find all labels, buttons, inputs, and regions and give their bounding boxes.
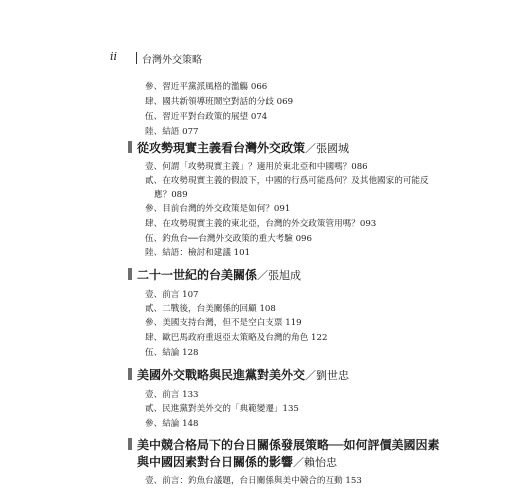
toc-entry-continuation[interactable]: 應？089 [154,190,188,200]
chapter-title: 與中國因素對台日關係的影響 [137,455,294,469]
chapter-author: ／賴怡忠 [293,456,338,469]
toc-entry[interactable]: 壹、前言 133 [145,390,199,400]
chapter-author: ／劉世忠 [305,369,350,382]
toc-entry[interactable]: 貳、在攻勢現實主義的假設下，中國的行爲可能爲何？及其他國家的可能反 [145,176,429,186]
book-title: 台灣外交策略 [142,55,202,66]
toc-entry[interactable]: 參、結論 148 [145,419,199,429]
toc-entry[interactable]: 陸、結語 077 [145,127,199,137]
page-number: ii [110,50,118,63]
heading-marker-bar [128,141,132,153]
heading-marker-bar [128,438,132,450]
toc-entry[interactable]: 肆、在攻勢現實主義的東北亞，台灣的外交政策管用嗎？093 [145,219,377,229]
toc-entry[interactable]: 陸、結語：檢討和建議 101 [145,248,251,258]
toc-entry[interactable]: 參、目前台灣的外交政策是如何？091 [145,204,291,214]
toc-entry[interactable]: 壹、前言 107 [145,290,199,300]
toc-entry[interactable]: 壹、前言：釣魚台議題，台日關係與美中競合的互動 153 [145,476,362,486]
toc-entry[interactable]: 肆、國共新領導班鬧空對話的分歧 069 [145,97,294,107]
chapter-heading[interactable] [128,267,301,284]
chapter-heading[interactable] [137,454,337,471]
chapter-title: 二十一世紀的台美關係 [137,268,258,282]
chapter-title: 美中競合格局下的台日關係發展策略──如何評價美國因素 [137,438,440,452]
chapter-title: 從攻勢現實主義看台灣外交政策 [137,141,306,155]
chapter-title: 美國外交戰略與民進黨對美外交 [137,368,306,382]
chapter-heading[interactable] [128,367,349,384]
heading-marker-bar [128,368,132,380]
heading-marker-bar [128,268,132,280]
toc-entry[interactable]: 參、習近平黨派風格的濫觴 066 [145,82,268,92]
toc-entry[interactable]: 貳、民進黨對美外交的「典範變遷」135 [145,404,299,414]
toc-entry[interactable]: 肆、歐巴馬政府重返亞太策略及台灣的角色 122 [145,333,328,343]
toc-entry[interactable]: 參、美國支持台灣，但不是空白支票 119 [145,318,302,328]
chapter-heading[interactable] [128,437,439,454]
chapter-heading[interactable] [128,140,349,157]
toc-entry[interactable]: 伍、釣魚台──台灣外交政策的重大考驗 096 [145,234,312,244]
chapter-author: ／張國城 [305,142,350,155]
toc-entry[interactable]: 貳、二戰後，台美關係的回顧 108 [145,304,276,314]
toc-entry[interactable]: 壹、何謂「攻勢現實主義」？適用於東北亞和中國嗎？086 [145,162,368,172]
toc-entry[interactable]: 伍、結論 128 [145,348,199,358]
toc-entry[interactable]: 伍、習近平對台政策的展望 074 [145,112,268,122]
chapter-author: ／張旭成 [257,269,302,282]
